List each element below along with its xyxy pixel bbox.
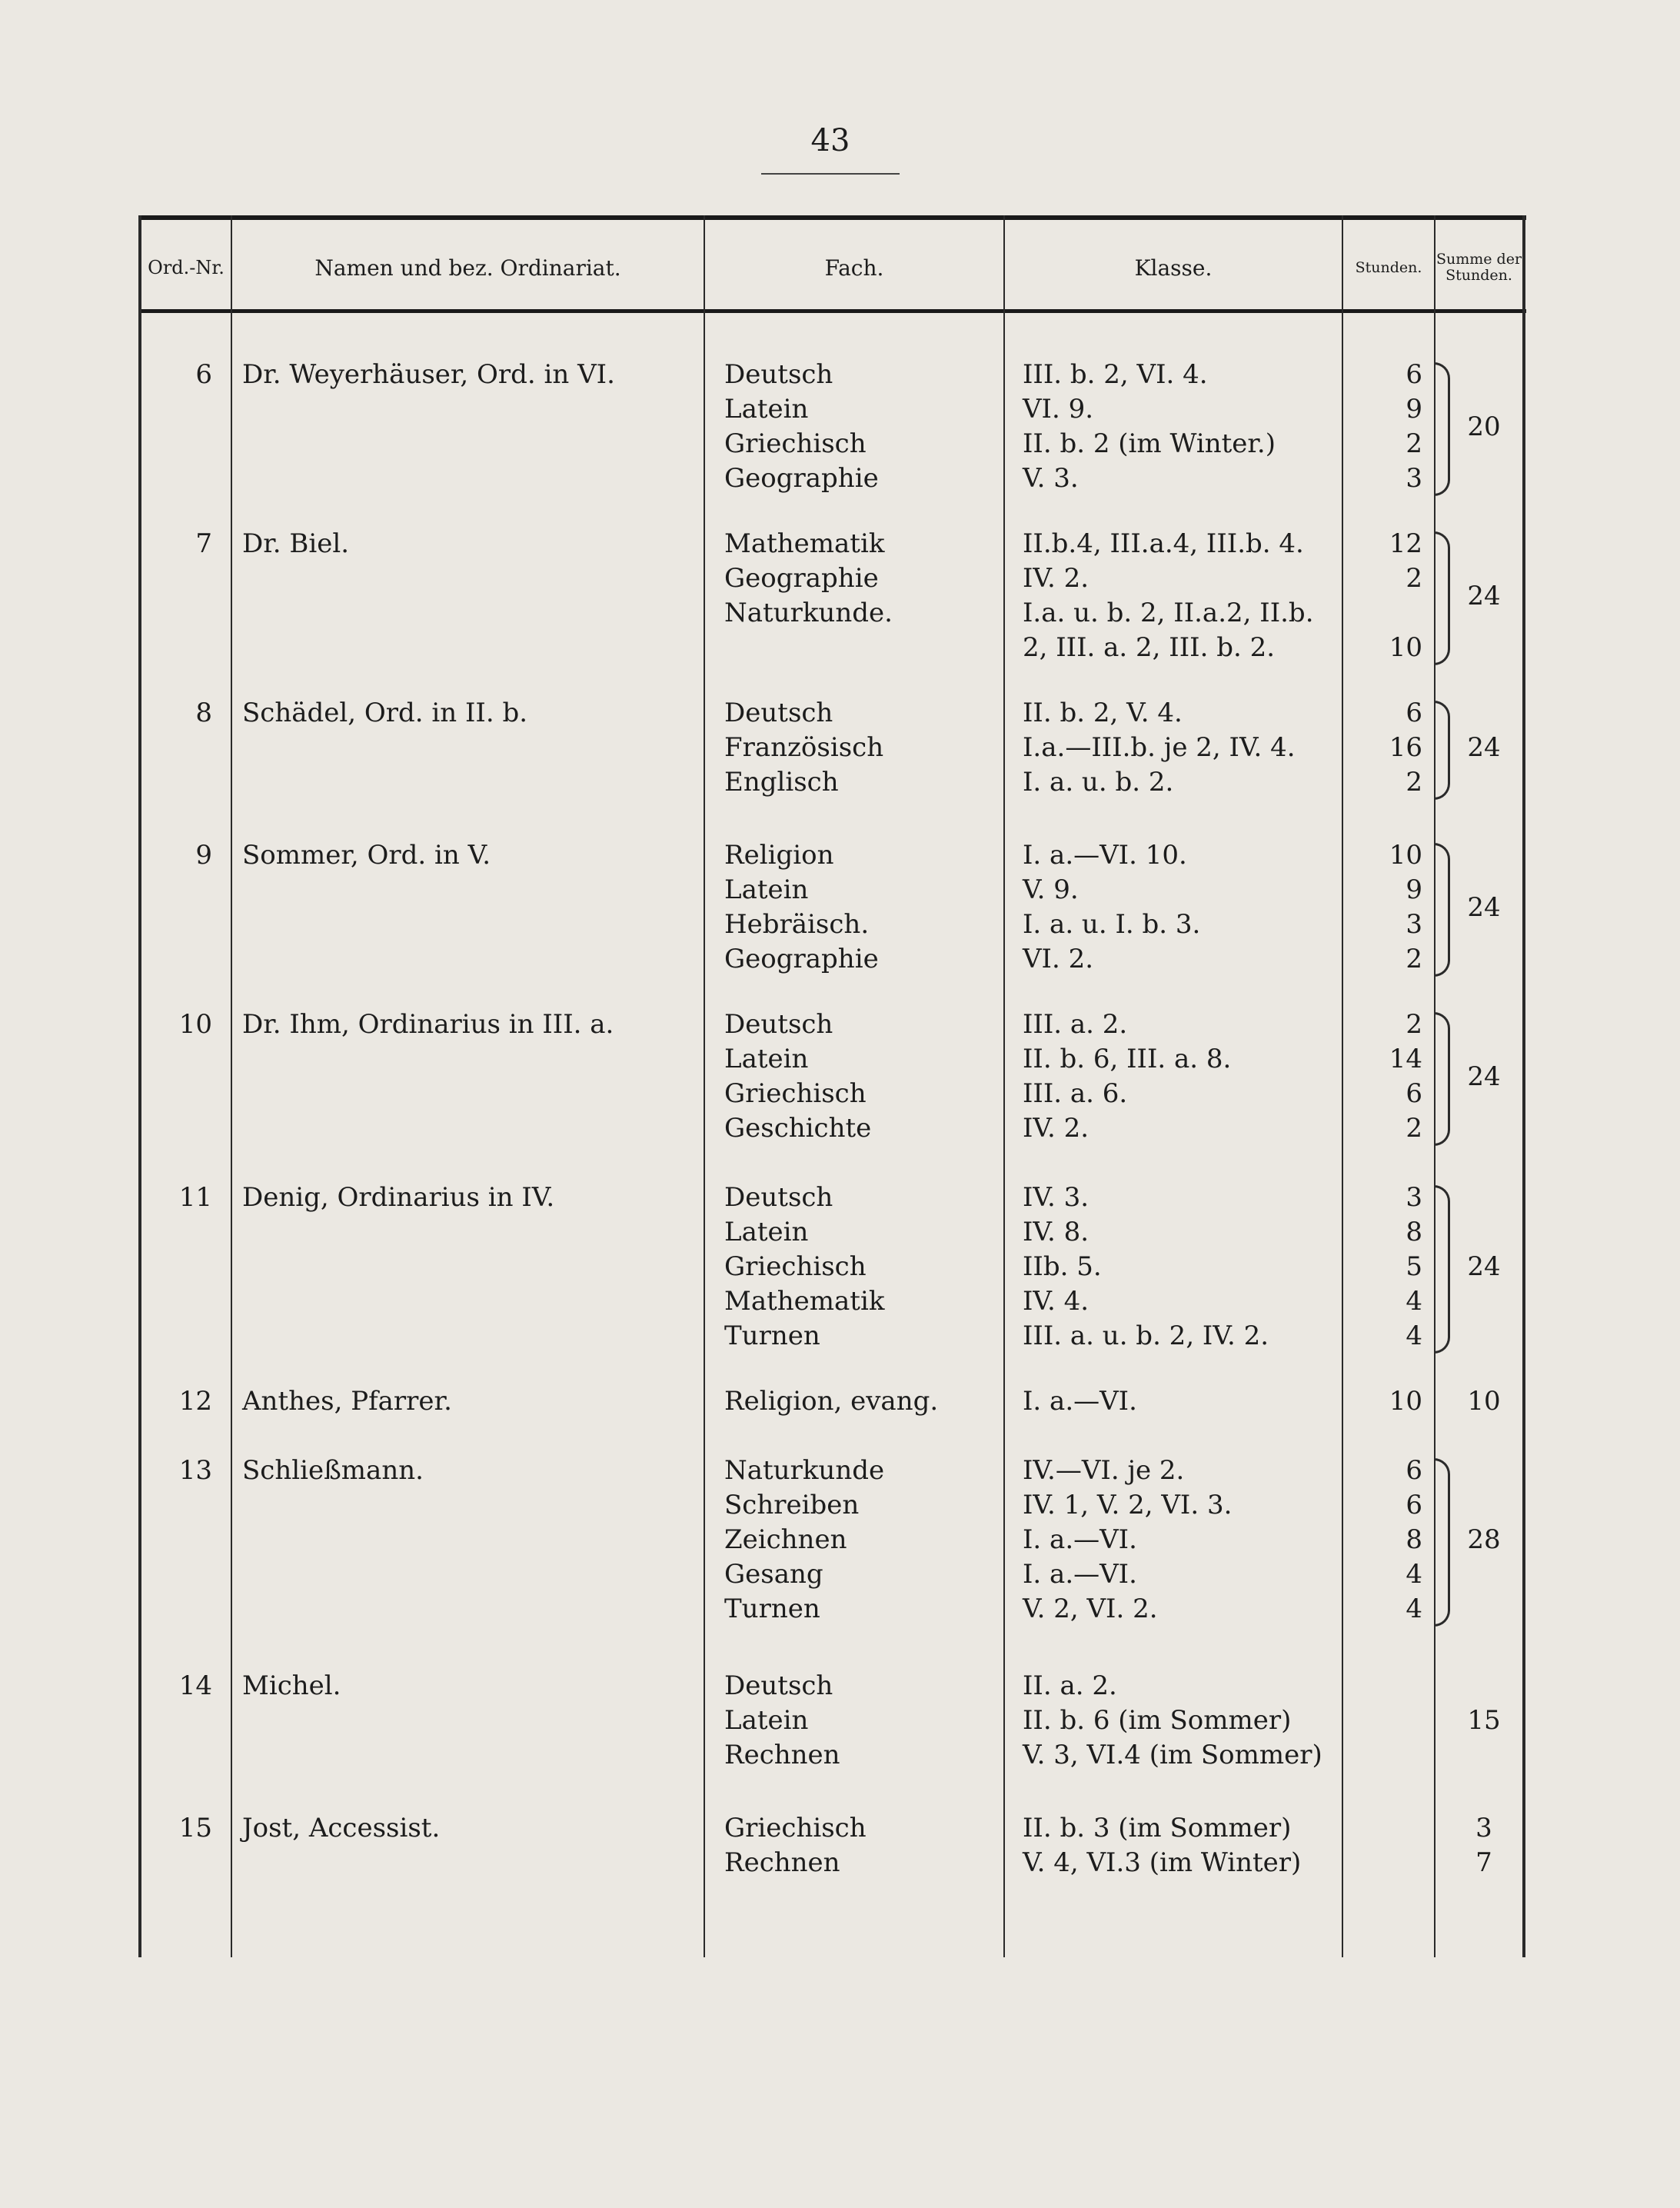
hours: 9 <box>1406 394 1422 425</box>
hours: 3 <box>1406 1182 1422 1213</box>
entry-number: 9 <box>195 840 212 871</box>
subject: Schreiben <box>724 1490 860 1520</box>
header-fach: Fach. <box>824 255 884 281</box>
teacher-name: Anthes, Pfarrer. <box>242 1386 452 1417</box>
hours-column <box>1353 696 1422 800</box>
teacher-name: Dr. Biel. <box>242 528 350 559</box>
hours-sum: 24 <box>1467 1251 1501 1282</box>
subject <box>724 631 1024 665</box>
teacher-name: Schließmann. <box>242 1455 424 1486</box>
hours: 5 <box>1406 1251 1422 1282</box>
table-right-border <box>1522 215 1525 1957</box>
hours: 16 <box>1389 732 1422 763</box>
hours <box>1353 596 1422 631</box>
hours: 4 <box>1406 1594 1422 1624</box>
subject: Griechisch <box>724 1078 867 1109</box>
header-nr: Ord.-Nr. <box>148 257 225 278</box>
class-assignment: II. b. 2, V. 4. <box>1023 698 1183 728</box>
subject-column <box>724 1384 1024 1419</box>
page-number: 43 <box>810 123 850 158</box>
hours: 8 <box>1406 1217 1422 1247</box>
class-assignment: 2, III. a. 2, III. b. 2. <box>1023 632 1276 663</box>
hours: 2 <box>1406 563 1422 594</box>
hours <box>1353 1811 1422 1846</box>
class-assignment: I. a. u. I. b. 3. <box>1023 909 1201 940</box>
hours: 6 <box>1406 359 1422 390</box>
class-assignment: IV. 2. <box>1023 1113 1090 1144</box>
sum-column <box>1445 1811 1522 1880</box>
entry-number: 11 <box>178 1182 212 1213</box>
hours-column <box>1353 1007 1422 1146</box>
class-assignment: V. 3, VI.4 (im Sommer) <box>1023 1740 1322 1770</box>
hours: 4 <box>1406 1286 1422 1317</box>
hours-sum: 10 <box>1467 1386 1501 1417</box>
teacher-schedule-table <box>138 215 1526 1957</box>
hours-column <box>1353 1181 1422 1354</box>
header-rule <box>138 309 1526 313</box>
hours-sum: 20 <box>1467 411 1501 442</box>
hours: 2 <box>1406 428 1422 459</box>
class-assignment: IV. 8. <box>1023 1217 1090 1247</box>
brace-icon <box>1434 843 1450 977</box>
subject: Griechisch <box>724 428 867 459</box>
subject-column <box>724 838 1024 977</box>
subject-column <box>724 1007 1024 1146</box>
hours-sum: 15 <box>1467 1705 1501 1736</box>
class-assignment: IV. 4. <box>1023 1286 1090 1317</box>
hours-column <box>1353 838 1422 977</box>
hours-column <box>1353 1454 1422 1627</box>
brace-icon <box>1434 1458 1450 1627</box>
hours: 3 <box>1406 909 1422 940</box>
subject: Latein <box>724 1044 809 1074</box>
subject: Deutsch <box>724 1182 833 1213</box>
subject: Geographie <box>724 463 879 494</box>
subject: Latein <box>724 1705 809 1736</box>
hours: 8 <box>1406 1524 1422 1555</box>
hours: 6 <box>1406 698 1422 728</box>
hours: 2 <box>1406 767 1422 798</box>
class-assignment: IV. 3. <box>1023 1182 1090 1213</box>
hours: 12 <box>1389 528 1422 559</box>
hours <box>1353 1669 1422 1703</box>
class-assignment: I.a. u. b. 2, II.a.2, II.b. <box>1023 598 1314 628</box>
class-assignment: V. 3. <box>1023 463 1079 494</box>
hours: 9 <box>1406 874 1422 905</box>
subject: Hebräisch. <box>724 909 870 940</box>
subject: Rechnen <box>724 1740 840 1770</box>
hours-column <box>1353 1384 1422 1419</box>
class-assignment: II.b.4, III.a.4, III.b. 4. <box>1023 528 1304 559</box>
class-assignment: II. b. 6 (im Sommer) <box>1023 1705 1292 1736</box>
class-assignment: III. a. u. b. 2, IV. 2. <box>1023 1320 1269 1351</box>
subject: Deutsch <box>724 359 833 390</box>
teacher-name: Michel. <box>242 1670 341 1701</box>
subject: Naturkunde. <box>724 598 893 628</box>
hours: 4 <box>1406 1559 1422 1590</box>
teacher-name: Jost, Accessist. <box>242 1813 441 1843</box>
subject: Geographie <box>724 563 879 594</box>
entry-number: 7 <box>195 528 212 559</box>
class-assignment: VI. 9. <box>1023 394 1094 425</box>
subject: Mathematik <box>724 1286 885 1317</box>
teacher-name: Dr. Weyerhäuser, Ord. in VI. <box>242 359 615 390</box>
subject-column <box>724 1181 1024 1354</box>
subject-column <box>724 527 1024 665</box>
class-assignment: III. b. 2, VI. 4. <box>1023 359 1208 390</box>
entry-number: 13 <box>178 1455 212 1486</box>
brace-icon <box>1434 362 1450 496</box>
class-assignment: I. a.—VI. <box>1023 1386 1137 1417</box>
entry-number: 14 <box>178 1670 212 1701</box>
top-rule <box>138 215 1526 220</box>
hours: 4 <box>1406 1320 1422 1351</box>
teacher-name: Sommer, Ord. in V. <box>242 840 491 871</box>
subject-column <box>724 696 1024 800</box>
header-klasse: Klasse. <box>1134 255 1213 281</box>
class-assignment: I. a. u. b. 2. <box>1023 767 1174 798</box>
subject: Zeichnen <box>724 1524 847 1555</box>
header-stunden: Stunden. <box>1355 258 1422 276</box>
subject: Turnen <box>724 1320 820 1351</box>
subject: Latein <box>724 1217 809 1247</box>
subject: Gesang <box>724 1559 823 1590</box>
hours: 2 <box>1406 944 1422 974</box>
class-assignment: II. a. 2. <box>1023 1670 1117 1701</box>
hours-sum: 7 <box>1475 1847 1492 1878</box>
hours <box>1353 1703 1422 1738</box>
hours: 6 <box>1406 1455 1422 1486</box>
subject: Turnen <box>724 1594 820 1624</box>
hours-column <box>1353 1669 1422 1773</box>
teacher-name: Denig, Ordinarius in IV. <box>242 1182 555 1213</box>
subject: Französisch <box>724 732 884 763</box>
hours: 10 <box>1389 840 1422 871</box>
class-assignment: II. b. 2 (im Winter.) <box>1023 428 1276 459</box>
hours: 6 <box>1406 1078 1422 1109</box>
subject: Griechisch <box>724 1251 867 1282</box>
subject: Deutsch <box>724 1009 833 1040</box>
class-assignment: IV.—VI. je 2. <box>1023 1455 1185 1486</box>
subject: Geschichte <box>724 1113 872 1144</box>
subject: Naturkunde <box>724 1455 885 1486</box>
subject: Latein <box>724 394 809 425</box>
class-assignment: I. a.—VI. <box>1023 1524 1137 1555</box>
teacher-name: Dr. Ihm, Ordinarius in III. a. <box>242 1009 614 1040</box>
hours-sum: 24 <box>1467 732 1501 763</box>
teacher-name: Schädel, Ord. in II. b. <box>242 698 528 728</box>
class-assignment: I.a.—III.b. je 2, IV. 4. <box>1023 732 1296 763</box>
hours <box>1353 1846 1422 1880</box>
entry-number: 12 <box>178 1386 212 1417</box>
header-name: Namen und bez. Ordinariat. <box>314 255 621 281</box>
subject: Geographie <box>724 944 879 974</box>
hours-sum: 24 <box>1467 1061 1501 1092</box>
subject: Englisch <box>724 767 839 798</box>
entry-number: 6 <box>195 359 212 390</box>
hours: 2 <box>1406 1113 1422 1144</box>
subject-column <box>724 1811 1024 1880</box>
hours: 14 <box>1389 1044 1422 1074</box>
class-assignment: II. b. 6, III. a. 8. <box>1023 1044 1232 1074</box>
subject: Griechisch <box>724 1813 867 1843</box>
subject: Deutsch <box>724 1670 833 1701</box>
hours: 10 <box>1389 632 1422 663</box>
brace-icon <box>1434 531 1450 665</box>
brace-icon <box>1434 1012 1450 1146</box>
hours <box>1353 1738 1422 1773</box>
hours-sum: 24 <box>1467 580 1501 611</box>
subject-column <box>724 1454 1024 1627</box>
subject: Latein <box>724 874 809 905</box>
entry-number: 15 <box>178 1813 212 1843</box>
class-assignment: III. a. 6. <box>1023 1078 1128 1109</box>
subject: Religion <box>724 840 834 871</box>
class-assignment: III. a. 2. <box>1023 1009 1128 1040</box>
entry-number: 10 <box>178 1009 212 1040</box>
class-assignment: V. 2, VI. 2. <box>1023 1594 1158 1624</box>
class-assignment: I. a.—VI. <box>1023 1559 1137 1590</box>
hours-sum: 3 <box>1475 1813 1492 1843</box>
brace-icon <box>1434 1185 1450 1354</box>
hours: 2 <box>1406 1009 1422 1040</box>
hours-column <box>1353 1811 1422 1880</box>
class-assignment: IIb. 5. <box>1023 1251 1102 1282</box>
hours-sum: 28 <box>1467 1524 1501 1555</box>
page-number-rule <box>761 173 900 175</box>
class-assignment: V. 9. <box>1023 874 1079 905</box>
subject: Deutsch <box>724 698 833 728</box>
header-summe: Summe der Stunden. <box>1435 251 1522 284</box>
hours: 6 <box>1406 1490 1422 1520</box>
entry-number: 8 <box>195 698 212 728</box>
class-assignment: IV. 1, V. 2, VI. 3. <box>1023 1490 1233 1520</box>
subject-column <box>724 358 1024 496</box>
hours: 10 <box>1389 1386 1422 1417</box>
class-assignment: I. a.—VI. 10. <box>1023 840 1187 871</box>
hours-column <box>1353 358 1422 496</box>
subject: Rechnen <box>724 1847 840 1878</box>
class-assignment: V. 4, VI.3 (im Winter) <box>1023 1847 1302 1878</box>
brace-icon <box>1434 701 1450 800</box>
class-assignment: II. b. 3 (im Sommer) <box>1023 1813 1292 1843</box>
column-divider <box>231 215 232 1957</box>
subject: Mathematik <box>724 528 885 559</box>
class-assignment: VI. 2. <box>1023 944 1094 974</box>
hours: 3 <box>1406 463 1422 494</box>
subject-column <box>724 1669 1024 1773</box>
class-assignment: IV. 2. <box>1023 563 1090 594</box>
hours-column <box>1353 527 1422 665</box>
subject: Religion, evang. <box>724 1386 939 1417</box>
hours-sum: 24 <box>1467 891 1501 923</box>
